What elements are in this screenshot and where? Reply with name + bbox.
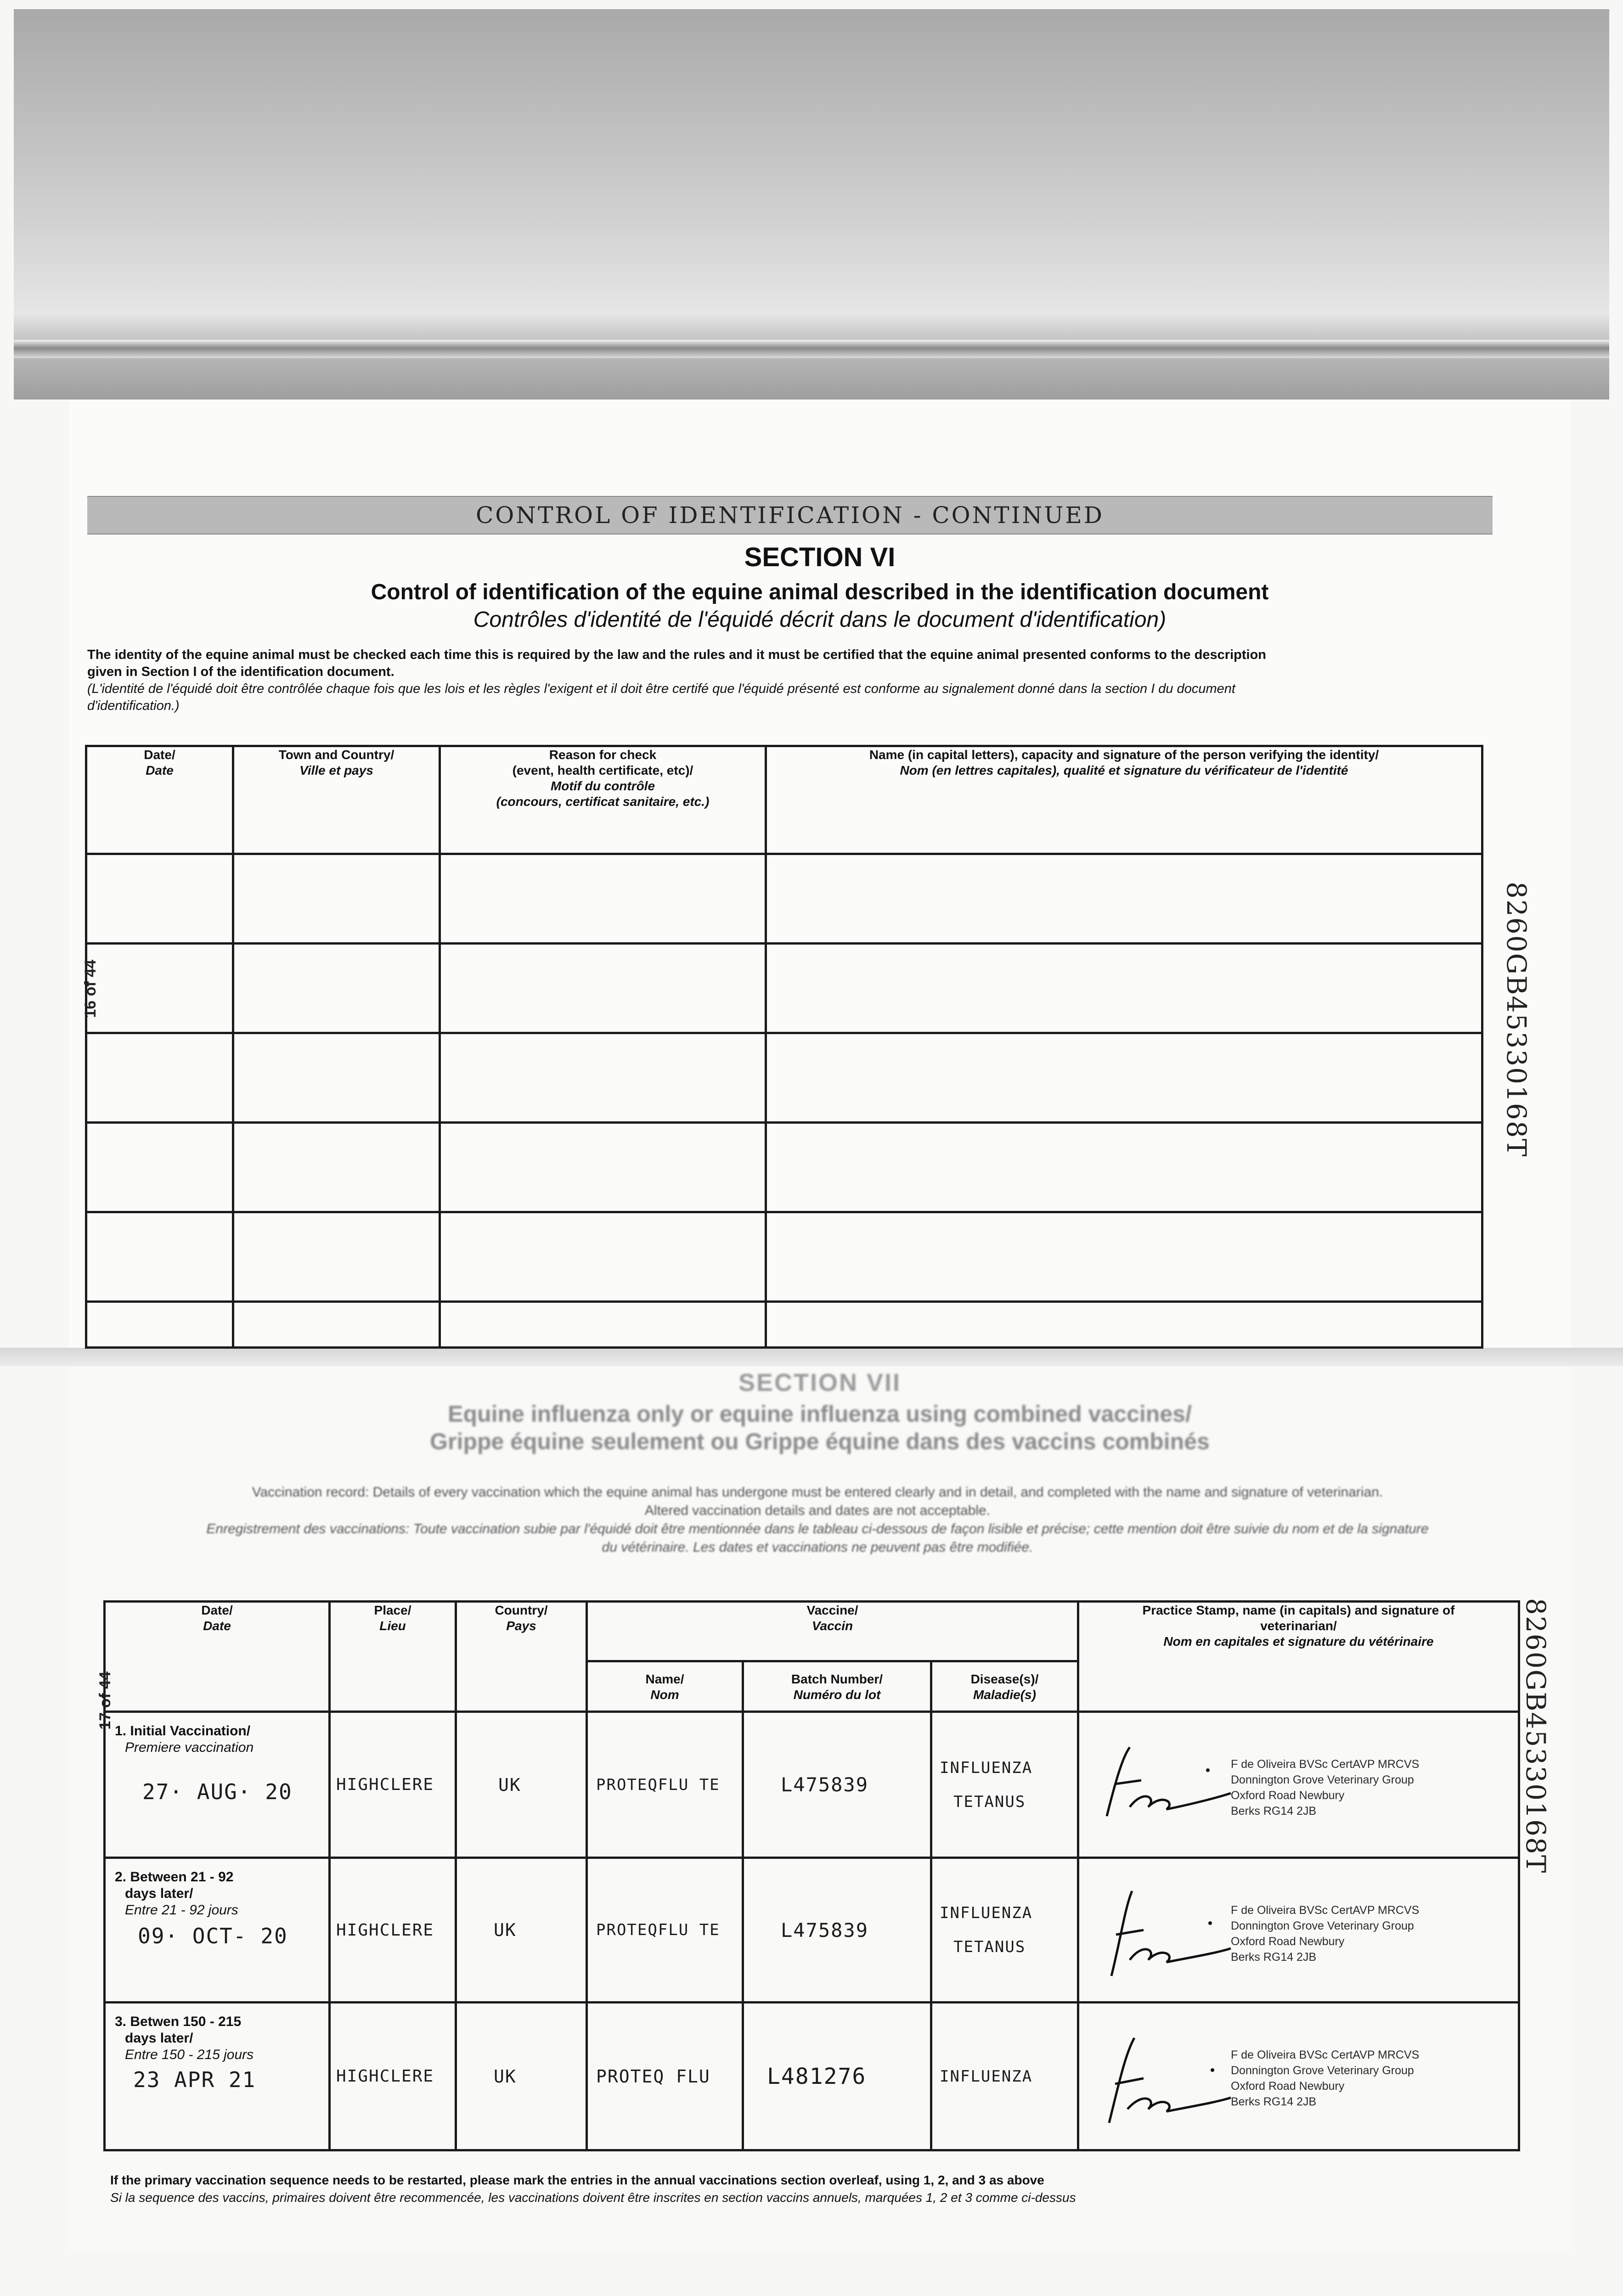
identity-note-fr-1: (L'identité de l'équidé doit être contrôlée chaque fois que les lois et les règles l'exigent et il doit être certifé que l'équidé présenté est conforme au signalement donné dans la section I du document	[87, 681, 1235, 696]
batch-number-cell: L475839	[743, 1858, 931, 2003]
verifier-cell[interactable]	[766, 1123, 1482, 1212]
practice-stamp-cell	[1078, 1712, 1519, 1858]
town-cell[interactable]	[233, 1302, 440, 1348]
restart-note-en: If the primary vaccination sequence needs to be restarted, please mark the entries in the annual vaccinations section overleaf, using 1, 2, and 3 as above	[110, 2173, 1044, 2187]
table-row	[86, 1302, 1482, 1348]
vaccination-note-en-2: Altered vaccination details and dates are not acceptable.	[644, 1503, 991, 1518]
country-cell: UK	[456, 2003, 587, 2150]
date-cell[interactable]	[86, 854, 233, 944]
identity-note-en-2: given in Section I of the identification document.	[87, 664, 394, 679]
banner-text: CONTROL OF IDENTIFICATION - CONTINUED	[475, 502, 1105, 529]
section-vi-heading-en: Control of identification of the equine animal described in the identification document	[371, 580, 1269, 604]
col-vaccine-group: Vaccine/ Vaccin	[587, 1602, 1078, 1661]
section-vii-heading-fr: Grippe équine seulement ou Grippe équine dans des vaccins combinés	[430, 1429, 1210, 1454]
vaccination-row-1	[105, 1712, 1519, 1858]
vaccine-name-cell: PROTEQ FLU	[587, 2003, 743, 2150]
col-vaccine-name: Name/ Nom	[587, 1661, 743, 1712]
verifier-cell[interactable]	[766, 1033, 1482, 1123]
identity-note-fr-2: d'identification.)	[87, 698, 180, 713]
town-cell[interactable]	[233, 1033, 440, 1123]
practice-stamp-cell	[1078, 2003, 1519, 2150]
vaccination-label-cell: 3. Betwen 150 - 215 days later/ Entre 150 - 215 jours 23 APR 21	[105, 2003, 330, 2150]
practice-stamp: F de Oliveira BVSc CertAVP MRCVS Donnington Grove Veterinary Group Oxford Road Newbury Berks RG14 2JB	[1231, 1904, 1420, 1964]
col-practice-stamp: Practice Stamp, name (in capitals) and signature of veterinarian/ Nom en capitales et signature du vétérinaire	[1078, 1602, 1519, 1712]
practice-stamp: F de Oliveira BVSc CertAVP MRCVS Donnington Grove Veterinary Group Oxford Road Newbury Berks RG14 2JB	[1231, 2048, 1420, 2108]
vaccination-date: 27· AUG· 20	[142, 1779, 293, 1804]
vaccination-row-2	[105, 1858, 1519, 2003]
disease-cell: INFLUENZA	[931, 2003, 1078, 2150]
restart-note-fr: Si la sequence des vaccins, primaires doivent être recommencée, les vaccinations doivent être inscrites en section vaccins annuels, marquées 1, 2 et 3 comme ci-dessus	[110, 2190, 1076, 2205]
col-verifier: Name (in capital letters), capacity and signature of the person verifying the identity/ Nom (en lettres capitales), qualité et signature du vérificateur de l'identité	[766, 746, 1482, 854]
reason-cell[interactable]	[440, 1033, 766, 1123]
vaccination-date: 09· OCT- 20	[138, 1924, 288, 1948]
verifier-cell[interactable]	[766, 1212, 1482, 1302]
veterinarian-signature	[1098, 1738, 1235, 1830]
col-batch-number: Batch Number/ Numéro du lot	[743, 1661, 931, 1712]
reason-cell[interactable]	[440, 1123, 766, 1212]
binding-crease	[14, 340, 1609, 358]
vaccination-header-row	[105, 1602, 1519, 1661]
identity-table-header	[86, 746, 1482, 854]
vaccination-note-en-1: Vaccination record: Details of every vaccination which the equine animal has undergone must be entered clearly and in detail, and completed with the name and signature of veterinarian.	[252, 1485, 1383, 1500]
disease-cell: INFLUENZA TETANUS	[931, 1858, 1078, 2003]
country-cell: UK	[456, 1712, 587, 1858]
veterinarian-signature	[1098, 1884, 1235, 1985]
town-cell[interactable]	[233, 944, 440, 1033]
table-row	[86, 944, 1482, 1033]
table-row	[86, 854, 1482, 944]
table-row	[86, 1123, 1482, 1212]
col-place: Place/ Lieu	[330, 1602, 456, 1712]
table-row	[86, 1212, 1482, 1302]
page-number-16: 16 of 44	[82, 960, 99, 1018]
vaccination-date: 23 APR 21	[133, 2067, 256, 2092]
place-cell: HIGHCLERE	[330, 1712, 456, 1858]
section-vi-heading-fr: Contrôles d'identité de l'équidé décrit dans le document d'identification)	[473, 608, 1167, 632]
date-cell[interactable]	[86, 1123, 233, 1212]
date-cell[interactable]	[86, 1302, 233, 1348]
town-cell[interactable]	[233, 854, 440, 944]
col-town-country: Town and Country/ Ville et pays	[233, 746, 440, 854]
batch-number-cell: L481276	[743, 2003, 931, 2150]
passport-id-lower: 8260GB45330168T	[1520, 1598, 1551, 1874]
vaccination-row-3	[105, 2003, 1519, 2150]
date-cell[interactable]	[86, 1033, 233, 1123]
scanner-shadow-area	[14, 9, 1609, 400]
batch-number-cell: L475839	[743, 1712, 931, 1858]
passport-id-upper: 8260GB45330168T	[1501, 882, 1532, 1158]
country-cell: UK	[456, 1858, 587, 2003]
town-cell[interactable]	[233, 1212, 440, 1302]
reason-cell[interactable]	[440, 944, 766, 1033]
vaccination-label-cell: 1. Initial Vaccination/ Premiere vaccination 27· AUG· 20	[105, 1712, 330, 1858]
date-cell[interactable]	[86, 1212, 233, 1302]
vaccination-label-cell: 2. Between 21 - 92 days later/ Entre 21 - 92 jours 09· OCT- 20	[105, 1858, 330, 2003]
section-vi-title: SECTION VI	[744, 542, 896, 572]
vaccine-name-cell: PROTEQFLU TE	[587, 1712, 743, 1858]
practice-stamp-cell	[1078, 1858, 1519, 2003]
vaccination-table	[103, 1600, 1520, 2151]
verifier-cell[interactable]	[766, 944, 1482, 1033]
page-number-17: 17 of 44	[96, 1671, 114, 1730]
place-cell: HIGHCLERE	[330, 1858, 456, 2003]
col-disease: Disease(s)/ Maladie(s)	[931, 1661, 1078, 1712]
identity-check-table	[85, 745, 1483, 1349]
reason-cell[interactable]	[440, 1302, 766, 1348]
col-vacc-date: Date/ Date	[105, 1602, 330, 1712]
section-banner	[87, 496, 1493, 535]
identity-note-en-1: The identity of the equine animal must be checked each time this is required by the law and the rules and it must be certified that the equine animal presented conforms to the description	[87, 647, 1267, 662]
col-reason: Reason for check (event, health certificate, etc)/ Motif du contrôle (concours, certificat sanitaire, etc.)	[440, 746, 766, 854]
col-date: Date/ Date	[86, 746, 233, 854]
reason-cell[interactable]	[440, 854, 766, 944]
vaccine-name-cell: PROTEQFLU TE	[587, 1858, 743, 2003]
place-cell: HIGHCLERE	[330, 2003, 456, 2150]
vaccination-note-fr-1: Enregistrement des vaccinations: Toute vaccination subie par l'équidé doit être mentionnée dans le tableau ci-dessous de façon lisible et précise; cette mention doit être suivie du nom et de la signature	[206, 1521, 1429, 1536]
page-fold	[0, 1348, 1623, 1366]
date-cell[interactable]	[86, 944, 233, 1033]
col-country: Country/ Pays	[456, 1602, 587, 1712]
verifier-cell[interactable]	[766, 854, 1482, 944]
table-row	[86, 1033, 1482, 1123]
town-cell[interactable]	[233, 1123, 440, 1212]
vaccination-note-fr-2: du vétérinaire. Les dates et vaccinations ne peuvent pas être modifiée.	[602, 1540, 1033, 1555]
section-vii-heading-en: Equine influenza only or equine influenza using combined vaccines/	[448, 1401, 1192, 1427]
reason-cell[interactable]	[440, 1212, 766, 1302]
section-vii-title: SECTION VII	[738, 1369, 902, 1396]
disease-cell: INFLUENZA TETANUS	[931, 1712, 1078, 1858]
practice-stamp: F de Oliveira BVSc CertAVP MRCVS Donnington Grove Veterinary Group Oxford Road Newbury Berks RG14 2JB	[1231, 1758, 1420, 1818]
verifier-cell[interactable]	[766, 1302, 1482, 1348]
veterinarian-signature	[1098, 2029, 1235, 2130]
